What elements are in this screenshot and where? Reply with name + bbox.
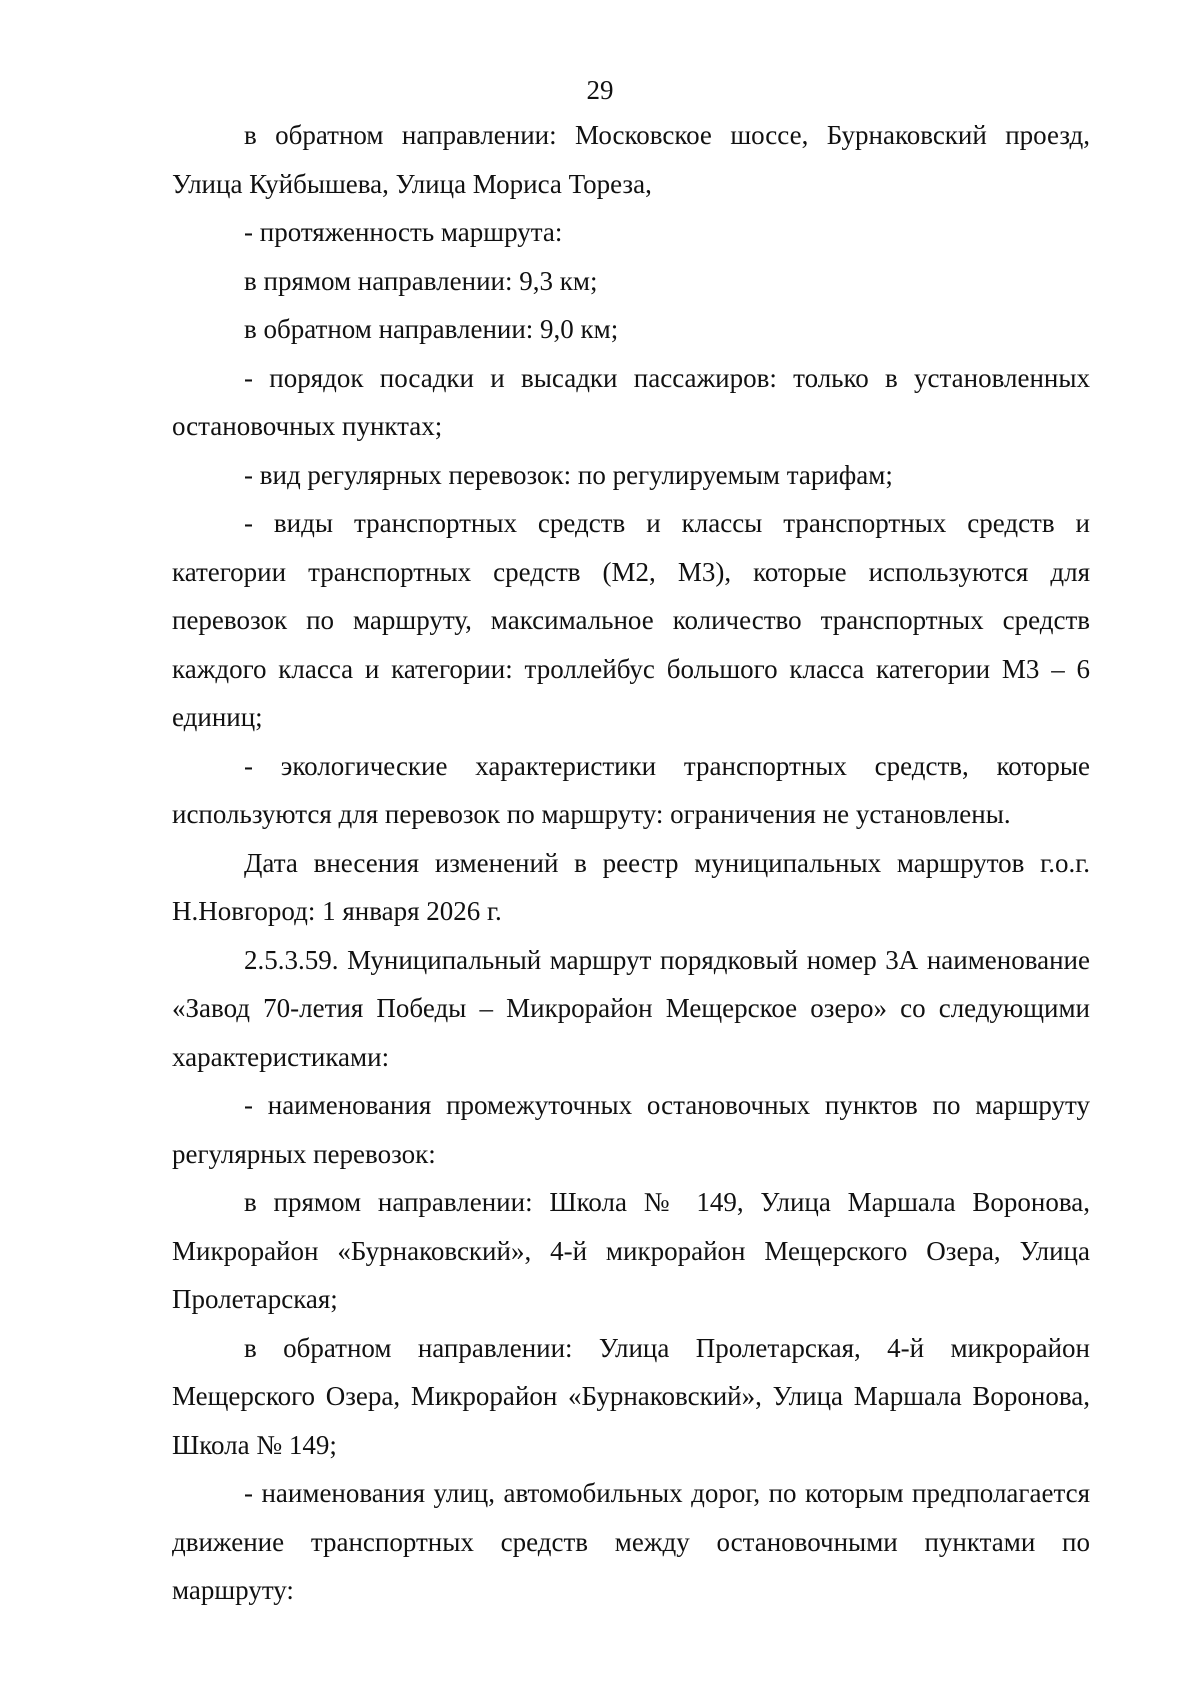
paragraph-forward-stops: в прямом направлении: Школа № 149, Улица Маршала Воронова, Микрорайон «Бурнаковский», 4-й микрорайон Мещерского Озера, Улица Пролетарская; <box>172 1187 1090 1314</box>
paragraph-boarding-rules: - порядок посадки и высадки пассажиров: только в установленных остановочных пунктах; <box>172 362 1090 441</box>
paragraph-registry-date: Дата внесения изменений в реестр муниципальных маршрутов г.о.г. Н.Новгород: 1 января 2026 г. <box>172 847 1090 926</box>
page-number: 29 <box>586 75 614 105</box>
paragraph-reverse-stops: в обратном направлении: Улица Пролетарская, 4-й микрорайон Мещерского Озера, Микрорайон «Бурнаковский», Улица Маршала Воронова, Школа № 149; <box>172 1332 1090 1460</box>
paragraph-ecological-specs: - экологические характеристики транспортных средств, которые используются для перевозок по маршруту: ограничения не установлены. <box>172 750 1090 829</box>
paragraph-reverse-length: в обратном направлении: 9,0 км; <box>244 314 619 344</box>
paragraph-vehicle-classes: - виды транспортных средств и классы транспортных средств и категории транспортных средств (М2, М3), которые используются для перевозок по маршруту, максимальное количество транспортных средств каждого класса и категории: троллейбус большого класса категории М3 – 6 единиц; <box>172 508 1090 732</box>
paragraph-route-3a-title: 2.5.3.59. Муниципальный маршрут порядковый номер 3А наименование «Завод 70-летия Победы – Микрорайон Мещерское озеро» со следующими характеристиками: <box>172 944 1090 1072</box>
document-body <box>172 111 1090 1615</box>
paragraph-stops-heading: - наименования промежуточных остановочных пунктов по маршруту регулярных перевозок: <box>172 1090 1090 1169</box>
paragraph-streets-heading: - наименования улиц, автомобильных дорог, по которым предполагается движение транспортных средств между остановочными пунктами по маршруту: <box>172 1478 1090 1605</box>
paragraph-transport-type: - вид регулярных перевозок: по регулируемым тарифам; <box>244 459 893 490</box>
paragraph-route-length-heading: - протяженность маршрута: <box>244 217 563 247</box>
paragraph-forward-length: в прямом направлении: 9,3 км; <box>244 265 598 296</box>
paragraph-reverse-direction-streets: в обратном направлении: Московское шоссе, Бурнаковский проезд, Улица Куйбышева, Улица Мориса Тореза, <box>172 120 1090 199</box>
